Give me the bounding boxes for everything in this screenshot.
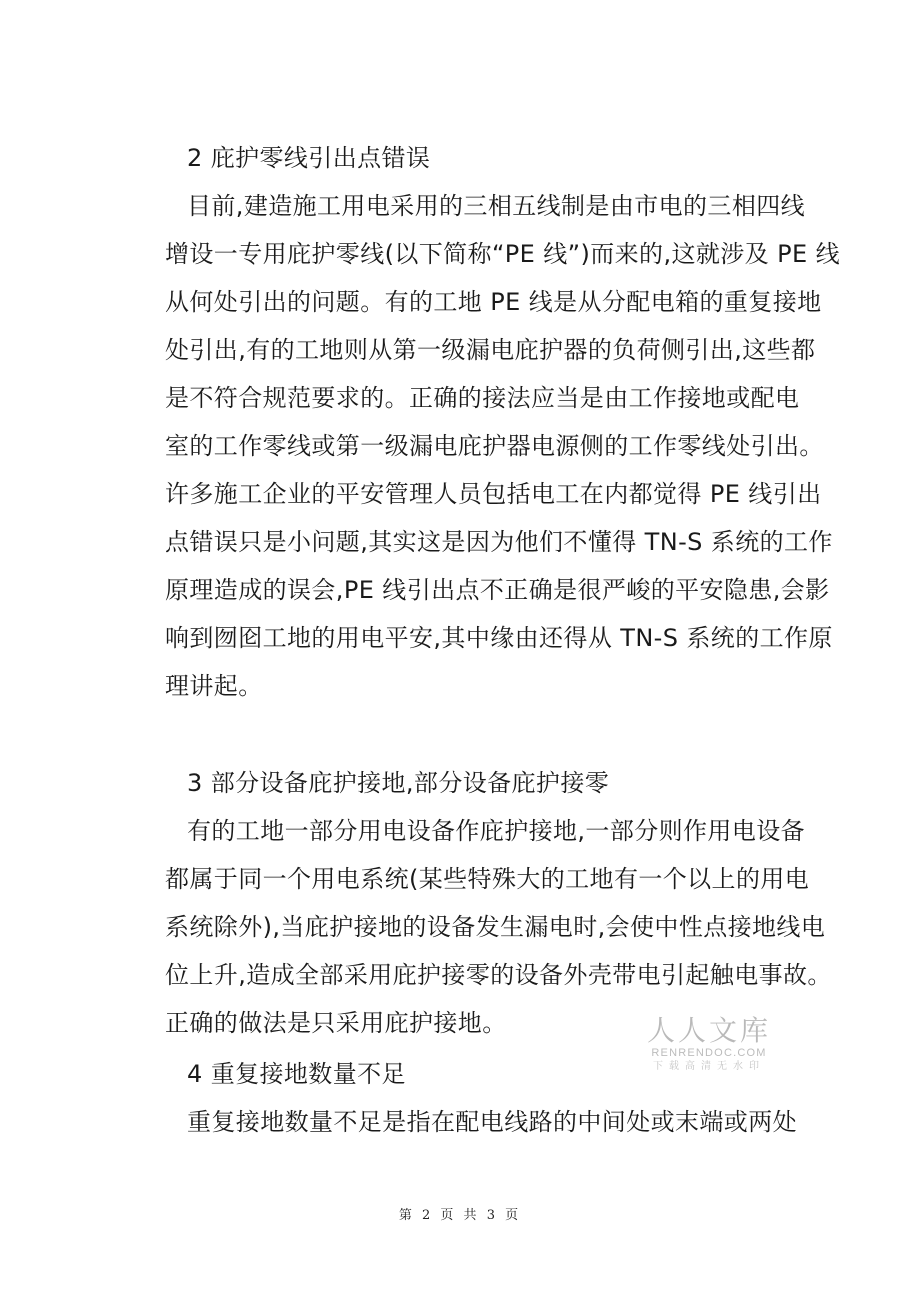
section-2-line: 从何处引出的问题。有的工地 PE 线是从分配电箱的重复接地 bbox=[165, 288, 822, 316]
watermark-url: RENRENDOC.COM bbox=[651, 1047, 767, 1059]
section-2-heading: 2 庇护零线引出点错误 bbox=[187, 144, 431, 172]
section-2-line: 增设一专用庇护零线(以下简称“PE 线”)而来的,这就涉及 PE 线 bbox=[165, 240, 840, 268]
section-3-line: 有的工地一部分用电设备作庇护接地,一部分则作用电设备 bbox=[187, 817, 806, 845]
section-3-line: 都属于同一个用电系统(某些特殊大的工地有一个以上的用电 bbox=[165, 865, 810, 893]
section-3-line: 位上升,造成全部采用庇护接零的设备外壳带电引起触电事故。 bbox=[165, 961, 832, 989]
section-2-line: 是不符合规范要求的。正确的接法应当是由工作接地或配电 bbox=[165, 384, 800, 412]
section-3-heading: 3 部分设备庇护接地,部分设备庇护接零 bbox=[187, 769, 610, 797]
section-3-line: 正确的做法是只采用庇护接地。 bbox=[165, 1009, 507, 1037]
watermark-logo bbox=[644, 1016, 774, 1078]
watermark-tagline: 下载高清无水印 bbox=[653, 1061, 765, 1072]
section-2-line: 点错误只是小问题,其实这是因为他们不懂得 TN-S 系统的工作 bbox=[165, 528, 833, 556]
section-4-line: 重复接地数量不足是指在配电线路的中间处或末端或两处 bbox=[187, 1108, 797, 1136]
section-2-line: 许多施工企业的平安管理人员包括电工在内都觉得 PE 线引出 bbox=[165, 480, 822, 508]
section-2-line: 响到囫囵工地的用电平安,其中缘由还得从 TN-S 系统的工作原 bbox=[165, 624, 833, 652]
watermark-brand: 人人文库 bbox=[646, 1014, 771, 1047]
page-number-footer: 第 2 页 共 3 页 bbox=[398, 1208, 522, 1223]
section-2-line: 理讲起。 bbox=[165, 672, 263, 700]
section-4-heading: 4 重复接地数量不足 bbox=[187, 1060, 406, 1088]
section-3-line: 系统除外),当庇护接地的设备发生漏电时,会使中性点接地线电 bbox=[165, 913, 826, 941]
section-2-line: 室的工作零线或第一级漏电庇护器电源侧的工作零线处引出。 bbox=[165, 432, 824, 460]
section-2-line: 目前,建造施工用电采用的三相五线制是由市电的三相四线 bbox=[187, 192, 806, 220]
section-2-line: 原理造成的误会,PE 线引出点不正确是很严峻的平安隐患,会影 bbox=[165, 576, 830, 604]
section-2-line: 处引出,有的工地则从第一级漏电庇护器的负荷侧引出,这些都 bbox=[165, 336, 816, 364]
